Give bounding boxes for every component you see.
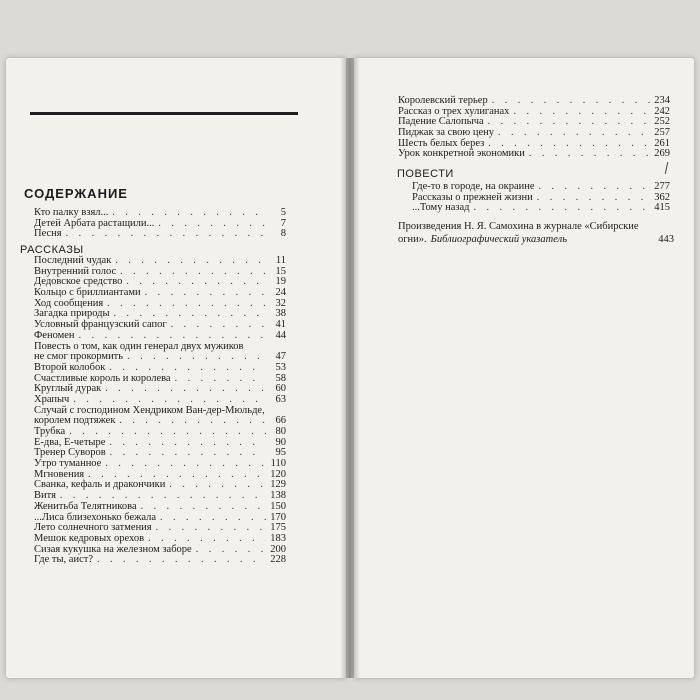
toc-entry-page-number: 58 bbox=[275, 372, 286, 384]
toc-entry bbox=[34, 416, 286, 427]
toc-stories-cont-list bbox=[398, 96, 670, 160]
toc-entry-page-number: 415 bbox=[654, 202, 670, 214]
toc-entry-page-number: 234 bbox=[654, 95, 670, 106]
toc-entry bbox=[34, 384, 286, 395]
toc-entry-page-number: 66 bbox=[275, 415, 286, 427]
toc-leader-dots bbox=[158, 219, 266, 230]
toc-entry-title: Последний чудак bbox=[34, 255, 112, 266]
toc-entry-page-number: 252 bbox=[654, 116, 670, 128]
toc-entry-page-number: 269 bbox=[654, 148, 670, 160]
toc-entry-title: ...Лиса близехонько бежала bbox=[34, 511, 157, 523]
toc-leader-dots bbox=[115, 256, 266, 267]
toc-entry-page-number: 5 bbox=[280, 207, 286, 218]
journal-works-line1: Произведения Н. Я. Самохина в журнале «Сибирские bbox=[398, 221, 639, 232]
toc-entry-page-number: 242 bbox=[654, 105, 670, 117]
toc-leader-dots bbox=[539, 182, 651, 193]
toc-entry-page-number: 63 bbox=[275, 393, 286, 405]
toc-entry-title: Кто палку взял... bbox=[34, 207, 109, 218]
toc-leader-dots bbox=[196, 545, 266, 556]
toc-leader-dots bbox=[169, 480, 266, 491]
toc-entry-page-number: 11 bbox=[275, 255, 286, 266]
toc-entry-page-number: 95 bbox=[275, 447, 286, 459]
toc-entry-title: Падение Салопыча bbox=[398, 116, 484, 128]
toc-entry-title: не смог прокормить bbox=[34, 351, 124, 363]
toc-entry-page-number: 60 bbox=[275, 383, 286, 395]
toc-entry-title: Лето солнечного затмения bbox=[34, 522, 152, 534]
toc-entry-page-number: 183 bbox=[270, 532, 286, 544]
toc-leader-dots bbox=[513, 107, 650, 118]
toc-entry-page-number: 15 bbox=[275, 265, 286, 277]
toc-leader-dots bbox=[498, 128, 650, 139]
toc-leader-dots bbox=[537, 193, 650, 204]
toc-entry-title: Кольцо с бриллиантами bbox=[34, 287, 141, 299]
toc-entry-title: Где ты, аист? bbox=[34, 554, 93, 566]
toc-leader-dots bbox=[171, 320, 266, 331]
toc-entry-page-number: 228 bbox=[270, 554, 286, 566]
toc-entry-title: Счастливые король и королева bbox=[34, 372, 171, 384]
toc-entry-page-number: 32 bbox=[275, 297, 286, 309]
book-gutter bbox=[340, 58, 360, 678]
toc-leader-dots bbox=[474, 203, 651, 214]
toc-entry-title: Внутренний голос bbox=[34, 265, 117, 277]
toc-leader-dots bbox=[126, 277, 266, 288]
toc-entry bbox=[34, 219, 286, 230]
toc-leader-dots bbox=[120, 267, 266, 278]
toc-leader-dots bbox=[105, 384, 266, 395]
section-heading-novellas: ПОВЕСТИ bbox=[397, 168, 454, 180]
toc-stories-list bbox=[34, 256, 286, 566]
toc-entry-page-number: 44 bbox=[275, 329, 286, 341]
toc-entry-title: Сизая кукушка на железном заборе bbox=[34, 543, 192, 555]
toc-leader-dots bbox=[109, 438, 266, 449]
toc-entry-page-number: 261 bbox=[654, 137, 670, 149]
toc-entry-title: Феномен bbox=[34, 329, 75, 341]
toc-entry-page-number: 53 bbox=[275, 361, 286, 373]
toc-entry-title: Трубка bbox=[34, 426, 66, 437]
toc-entry-page-number: 38 bbox=[275, 308, 286, 320]
toc-leader-dots bbox=[97, 555, 266, 566]
bibliography-label: Библиографический указатель bbox=[430, 234, 567, 245]
toc-leader-dots bbox=[148, 534, 266, 545]
heading-rule bbox=[30, 112, 298, 115]
toc-entry-page-number: 41 bbox=[275, 319, 286, 331]
toc-entry-page-number: 175 bbox=[270, 522, 286, 534]
toc-leader-dots bbox=[141, 502, 266, 513]
toc-entry bbox=[34, 502, 286, 513]
toc-novellas-list bbox=[412, 182, 670, 214]
toc-leader-dots bbox=[105, 459, 266, 470]
toc-entry bbox=[412, 203, 670, 214]
toc-entry-title: Рассказ о трех хулиганах bbox=[398, 105, 510, 117]
toc-entry-page-number: 150 bbox=[270, 500, 286, 512]
toc-leader-dots bbox=[66, 229, 266, 240]
toc-entry bbox=[34, 363, 286, 374]
toc-entry-title: Рассказы о прежней жизни bbox=[412, 191, 533, 203]
toc-leader-dots bbox=[119, 416, 266, 427]
toc-entry-title: Сванка, кефаль и дракончики bbox=[34, 479, 166, 491]
toc-entry-title: Женитьба Телятникова bbox=[34, 500, 137, 512]
toc-entry bbox=[34, 480, 286, 491]
toc-entry-page-number: 24 bbox=[275, 287, 286, 299]
toc-entry-title: королем подтяжек bbox=[34, 415, 116, 427]
toc-entry-title: Дедовское средство bbox=[34, 276, 123, 288]
toc-entry-page-number: 47 bbox=[275, 351, 286, 363]
toc-entry bbox=[34, 534, 286, 545]
toc-entry-page-number: 277 bbox=[654, 181, 670, 192]
toc-entry-title: Урок конкретной экономики bbox=[398, 148, 525, 160]
toc-entry-title: Второй колобок bbox=[34, 361, 106, 373]
toc-entry-title: Ход сообщения bbox=[34, 297, 104, 309]
toc-entry bbox=[398, 149, 670, 160]
toc-entry-page-number: 8 bbox=[280, 228, 286, 240]
journal-works-entry bbox=[398, 220, 674, 246]
toc-entry-title: Пиджак за свою цену bbox=[398, 127, 495, 139]
contents-heading: СОДЕРЖАНИЕ bbox=[24, 186, 128, 201]
toc-entry-page-number: 90 bbox=[275, 436, 286, 448]
bibliography-page-number: 443 bbox=[658, 234, 674, 245]
toc-entry-title: Мешок кедровых орехов bbox=[34, 532, 145, 544]
toc-top-list bbox=[34, 208, 286, 240]
section-heading-stories: РАССКАЗЫ bbox=[20, 244, 84, 256]
toc-entry-title: Королевский терьер bbox=[398, 95, 488, 106]
toc-entry-page-number: 200 bbox=[270, 543, 286, 555]
toc-leader-dots bbox=[127, 352, 266, 363]
toc-entry-page-number: 362 bbox=[654, 191, 670, 203]
toc-leader-dots bbox=[160, 513, 266, 524]
toc-entry-title: Круглый дурак bbox=[34, 383, 102, 395]
toc-entry-page-number: 138 bbox=[270, 490, 286, 502]
toc-entry bbox=[34, 229, 286, 240]
toc-leader-dots bbox=[145, 288, 266, 299]
toc-entry-page-number: 110 bbox=[270, 458, 286, 470]
toc-entry-title: Детей Арбата растащили... bbox=[34, 217, 155, 229]
toc-entry-title: Условный французский сапог bbox=[34, 319, 167, 331]
toc-leader-dots bbox=[175, 374, 266, 385]
toc-entry-title: Тренер Суворов bbox=[34, 447, 106, 459]
toc-entry bbox=[34, 331, 286, 342]
toc-leader-dots bbox=[109, 363, 266, 374]
toc-leader-dots bbox=[488, 117, 650, 128]
toc-entry-page-number: 19 bbox=[275, 276, 286, 288]
toc-entry-title: ...Тому назад bbox=[412, 202, 470, 214]
toc-entry-page-number: 7 bbox=[280, 217, 286, 229]
toc-entry-title: Храпыч bbox=[34, 393, 70, 405]
toc-leader-dots bbox=[110, 448, 266, 459]
toc-entry-page-number: 170 bbox=[270, 511, 286, 523]
toc-entry-title: Повесть о том, как один генерал двух мужиков bbox=[34, 340, 244, 352]
toc-entry-page-number: 129 bbox=[270, 479, 286, 491]
toc-entry-title: Е-два, Е-четыре bbox=[34, 436, 106, 448]
toc-entry-page-number: 120 bbox=[270, 468, 286, 480]
toc-entry bbox=[34, 555, 286, 566]
toc-entry-page-number: 257 bbox=[654, 127, 670, 139]
toc-leader-dots bbox=[79, 331, 266, 342]
toc-leader-dots bbox=[492, 96, 650, 107]
toc-entry-title: Шесть белых берез bbox=[398, 137, 485, 149]
toc-entry-title: Мгновения bbox=[34, 468, 85, 480]
toc-leader-dots bbox=[156, 523, 266, 534]
toc-entry-title: Витя bbox=[34, 490, 56, 502]
toc-leader-dots bbox=[107, 299, 266, 310]
toc-entry-title: Где-то в городе, на окраине bbox=[412, 181, 535, 192]
journal-works-line2: огни». bbox=[398, 234, 427, 245]
toc-entry-title: Утро туманное bbox=[34, 458, 102, 470]
toc-entry-title: Песня bbox=[34, 228, 62, 240]
toc-entry-title: Случай с господином Хендриком Ван-дер-Мюльде, bbox=[34, 404, 265, 416]
toc-entry-title: Загадка природы bbox=[34, 308, 110, 320]
toc-leader-dots bbox=[529, 149, 650, 160]
toc-entry-page-number: 80 bbox=[275, 426, 286, 437]
